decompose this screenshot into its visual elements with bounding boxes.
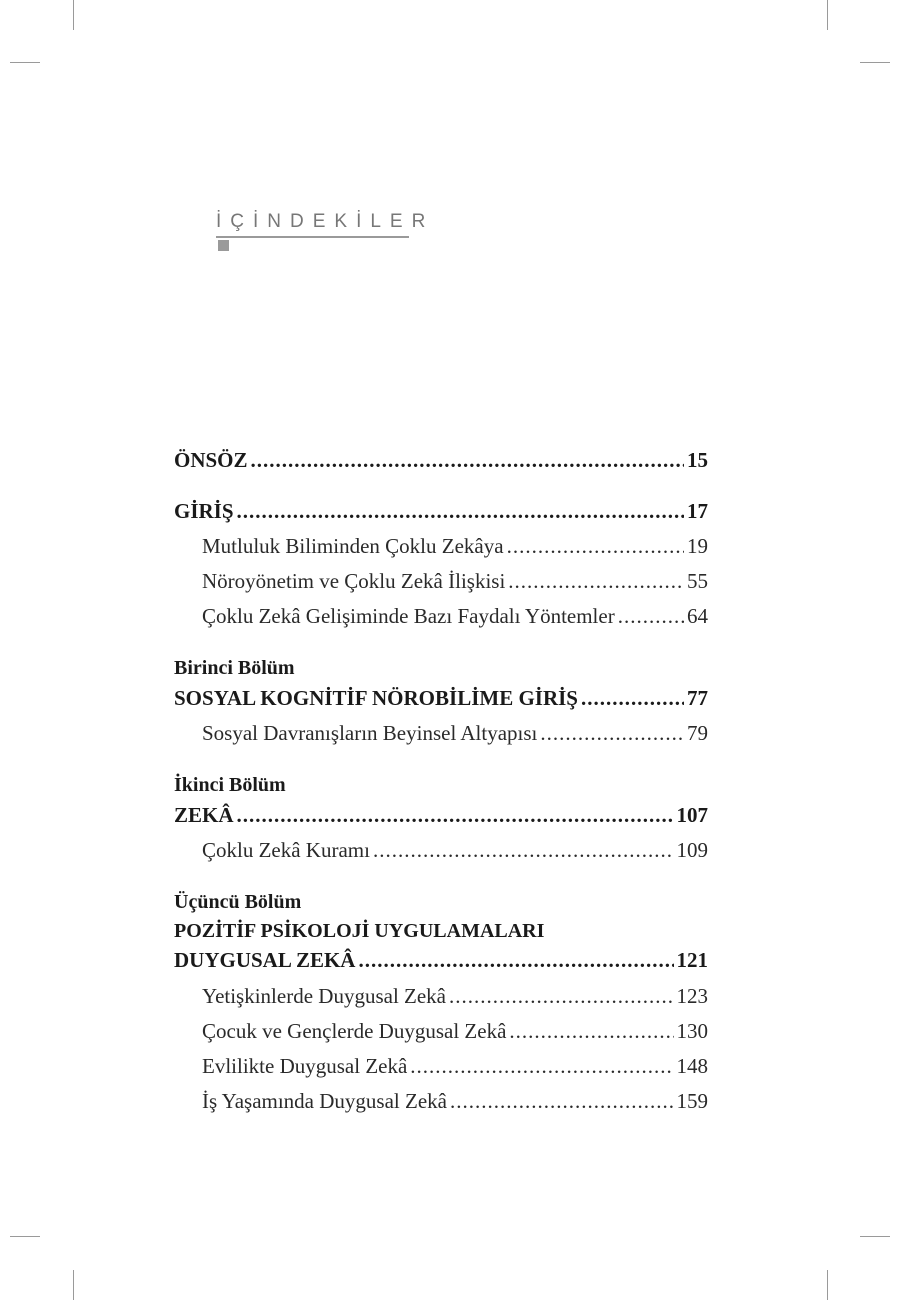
toc-entry-page: 121 (676, 948, 708, 972)
toc-subentry[interactable] (202, 836, 708, 864)
dot-leader (507, 532, 684, 560)
dot-leader (237, 801, 674, 829)
toc-subentry[interactable] (202, 1052, 708, 1080)
dot-leader (581, 684, 684, 712)
toc-entry-page: 55 (687, 569, 708, 593)
toc-entry-onsoz[interactable] (174, 446, 708, 474)
dot-leader (540, 719, 684, 747)
part-title-line: POZİTİF PSİKOLOJİ UYGULAMALARI (174, 920, 545, 942)
toc-entry-giris[interactable] (174, 497, 708, 525)
toc-entry-title: DUYGUSAL ZEKÂ (174, 948, 356, 972)
page-heading: İÇİNDEKİLER (216, 211, 435, 232)
toc-entry-title: Çoklu Zekâ Gelişiminde Bazı Faydalı Yöntemler (202, 604, 615, 628)
toc-entry-part1[interactable] (174, 684, 708, 712)
toc-entry-page: 19 (687, 534, 708, 558)
toc-subentry[interactable] (202, 567, 708, 595)
dot-leader (509, 1017, 673, 1045)
toc-entry-page: 107 (676, 803, 708, 827)
toc-entry-title: ZEKÂ (174, 803, 234, 827)
toc-entry-page: 15 (687, 448, 708, 472)
dot-leader (508, 567, 684, 595)
toc-subentry[interactable] (202, 602, 708, 630)
toc-entry-part3[interactable] (174, 946, 708, 974)
toc-entry-page: 123 (676, 984, 708, 1008)
toc-entry-title: Yetişkinlerde Duygusal Zekâ (202, 984, 446, 1008)
toc-entry-page: 148 (676, 1054, 708, 1078)
toc-entry-title: Nöroyönetim ve Çoklu Zekâ İlişkisi (202, 569, 506, 593)
toc-entry-title: Çocuk ve Gençlerde Duygusal Zekâ (202, 1019, 507, 1043)
toc-subentry[interactable] (202, 1087, 708, 1115)
toc-entry-page: 130 (676, 1019, 708, 1043)
dot-leader (373, 836, 674, 864)
toc-entry-page: 77 (687, 686, 708, 710)
dot-leader (618, 602, 684, 630)
part-label: Üçüncü Bölüm (174, 891, 302, 913)
toc-entry-title: Çoklu Zekâ Kuramı (202, 838, 370, 862)
toc-entry-title: Mutluluk Biliminden Çoklu Zekâya (202, 534, 504, 558)
toc-entry-page: 159 (676, 1089, 708, 1113)
toc-subentry[interactable] (202, 719, 708, 747)
dot-leader (449, 982, 674, 1010)
toc-entry-title: Sosyal Davranışların Beyinsel Altyapısı (202, 721, 538, 745)
toc-entry-part2[interactable] (174, 801, 708, 829)
toc-entry-title: ÖNSÖZ (174, 448, 248, 472)
toc-subentry[interactable] (202, 1017, 708, 1045)
toc-entry-title: Evlilikte Duygusal Zekâ (202, 1054, 408, 1078)
part-label: Birinci Bölüm (174, 657, 295, 679)
toc-entry-title: İş Yaşamında Duygusal Zekâ (202, 1089, 447, 1113)
dot-leader (251, 446, 684, 474)
toc-entry-page: 64 (687, 604, 708, 628)
toc-subentry[interactable] (202, 532, 708, 560)
toc-entry-page: 17 (687, 499, 708, 523)
toc-entry-page: 109 (676, 838, 708, 862)
part-label: İkinci Bölüm (174, 774, 286, 796)
dot-leader (410, 1052, 673, 1080)
toc-entry-title: SOSYAL KOGNİTİF NÖROBİLİME GİRİŞ (174, 686, 578, 710)
dot-leader (237, 497, 684, 525)
dot-leader (450, 1087, 674, 1115)
toc-entry-title: GİRİŞ (174, 499, 234, 523)
toc-subentry[interactable] (202, 982, 708, 1010)
toc-entry-page: 79 (687, 721, 708, 745)
dot-leader (358, 946, 673, 974)
